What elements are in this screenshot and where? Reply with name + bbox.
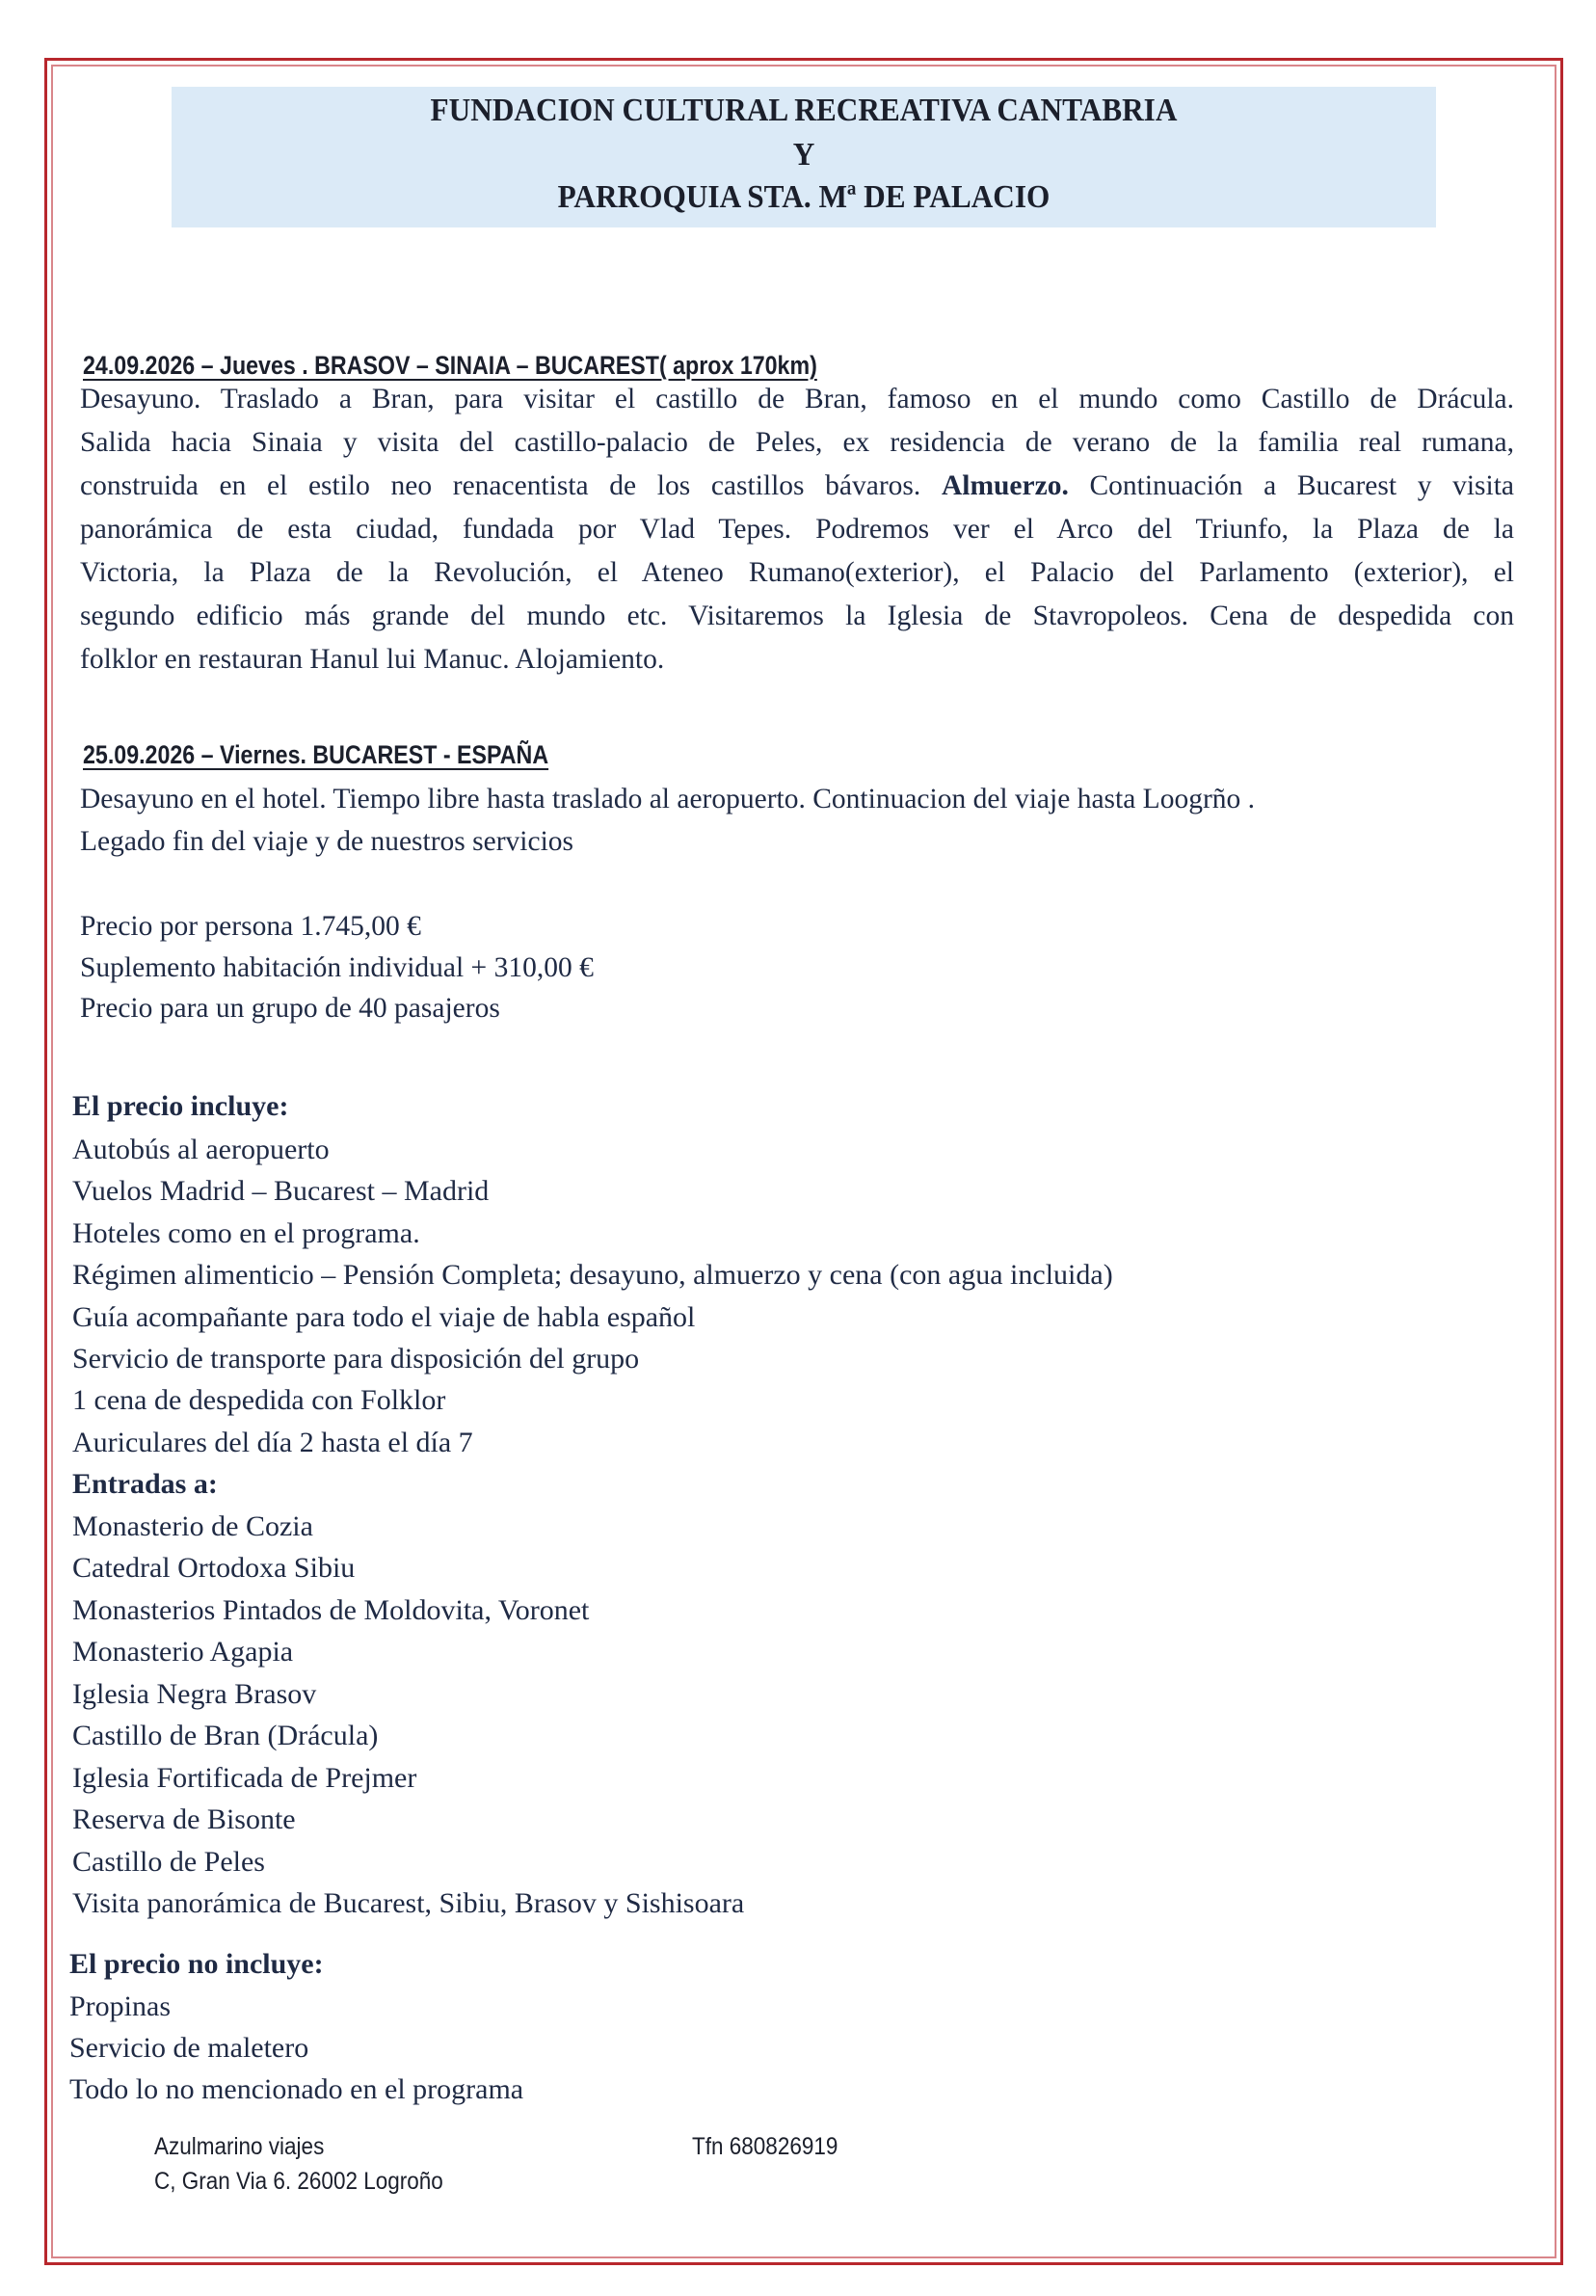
entry-item: Castillo de Bran (Drácula) (72, 1720, 379, 1751)
entries-title: Entradas a: (72, 1468, 218, 1500)
price-per-person: Precio por persona 1.745,00 € (80, 911, 421, 942)
includes-item: Régimen alimenticio – Pensión Completa; desayuno, almuerzo y cena (con agua incluida) (72, 1259, 1113, 1291)
agency-address: C, Gran Via 6. 26002 Logroño (154, 2168, 443, 2195)
day-heading: 24.09.2026 – Jueves . BRASOV – SINAIA – BUCAREST( aprox 170km) (83, 351, 817, 380)
includes-title: El precio incluye: (72, 1090, 289, 1122)
entry-item: Visita panorámica de Bucarest, Sibiu, Brasov y Sishisoara (72, 1887, 745, 1919)
entry-item: Monasterio de Cozia (72, 1510, 313, 1542)
excludes-item: Servicio de maletero (69, 2032, 309, 2064)
day-text-line (80, 472, 1514, 501)
includes-item: Autobús al aeropuerto (72, 1134, 330, 1165)
entry-item: Catedral Ortodoxa Sibiu (72, 1552, 356, 1584)
day-text-segment: construida en el estilo neo renacentista de los castillos bávaros. (80, 470, 921, 501)
entry-item: Iglesia Fortificada de Prejmer (72, 1762, 417, 1794)
day-text-line: Desayuno. Traslado a Bran, para visitar el castillo de Bran, famoso en el mundo como Castillo de Drácula. (80, 384, 1514, 414)
entry-item: Castillo de Peles (72, 1846, 265, 1878)
entry-item: Monasterios Pintados de Moldovita, Voronet (72, 1594, 590, 1626)
entry-item: Iglesia Negra Brasov (72, 1678, 317, 1710)
day-text-line: Legado fin del viaje y de nuestros servicios (80, 826, 574, 857)
day-text-line: segundo edificio más grande del mundo etc. Visitaremos la Iglesia de Stavropoleos. Cena de despedida con (80, 601, 1514, 631)
excludes-item: Propinas (69, 1990, 171, 2022)
agency-name: Azulmarino viajes (154, 2133, 325, 2160)
day-heading: 25.09.2026 – Viernes. BUCAREST - ESPAÑA (83, 740, 549, 769)
header-title: FUNDACION CULTURAL RECREATIVA CANTABRIA (430, 93, 1178, 128)
group-size: Precio para un grupo de 40 pasajeros (80, 993, 500, 1024)
includes-item: Hoteles como en el programa. (72, 1217, 420, 1249)
includes-item: Auriculares del día 2 hasta el día 7 (72, 1427, 473, 1458)
includes-item: 1 cena de despedida con Folklor (72, 1384, 446, 1416)
includes-item: Servicio de transporte para disposición del grupo (72, 1343, 640, 1375)
excludes-item: Todo lo no mencionado en el programa (69, 2073, 524, 2105)
day-text-line: Salida hacia Sinaia y visita del castillo-palacio de Peles, ex residencia de verano de la familia real rumana, (80, 427, 1514, 458)
header-conjunction: Y (792, 137, 815, 173)
meal-highlight: Almuerzo. (941, 470, 1069, 501)
single-room-supplement: Suplemento habitación individual + 310,00 € (80, 952, 594, 983)
entry-item: Monasterio Agapia (72, 1636, 294, 1668)
excludes-title: El precio no incluye: (69, 1948, 324, 1980)
agency-phone: Tfn 680826919 (692, 2133, 838, 2160)
day-text-line: panorámica de esta ciudad, fundada por Vlad Tepes. Podremos ver el Arco del Triunfo, la Plaza de la (80, 514, 1514, 545)
header-subtitle: PARROQUIA STA. Mª DE PALACIO (557, 179, 1051, 215)
includes-item: Vuelos Madrid – Bucarest – Madrid (72, 1175, 490, 1207)
includes-item: Guía acompañante para todo el viaje de habla español (72, 1301, 696, 1333)
day-text-line: Victoria, la Plaza de la Revolución, el Ateneo Rumano(exterior), el Palacio del Parlamento (exterior), el (80, 557, 1514, 588)
day-text-line: Desayuno en el hotel. Tiempo libre hasta traslado al aeropuerto. Continuacion del viaje hasta Loogrño . (80, 784, 1256, 814)
day-text-segment: Continuación a Bucarest y visita (1068, 470, 1515, 501)
day-text-line: folklor en restauran Hanul lui Manuc. Alojamiento. (80, 644, 665, 675)
entry-item: Reserva de Bisonte (72, 1803, 296, 1835)
